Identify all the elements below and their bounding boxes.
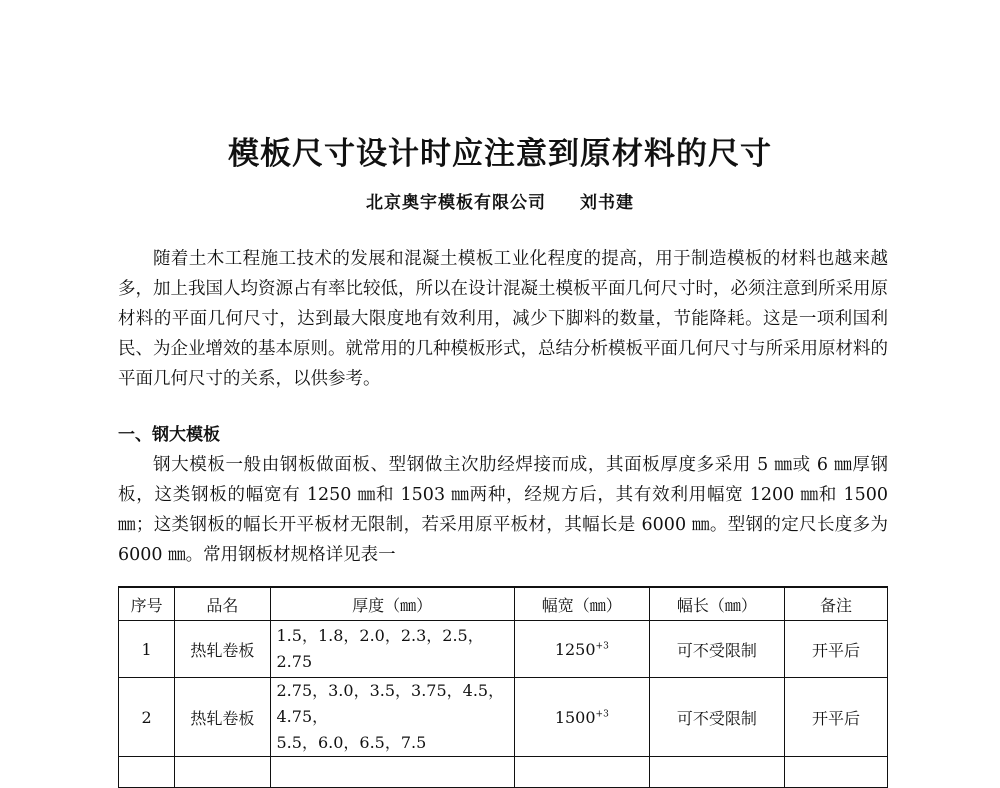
intro-paragraph: 随着土木工程施工技术的发展和混凝土模板工业化程度的提高，用于制造模板的材料也越来越多，加上我国人均资源占有率比较低，所以在设计混凝土模板平面几何尺寸时，必须注意到所采用原材料的平面几何尺寸，达到最大限度地有效利用，减少下脚料的数量，节能降耗。这是一项利国利民、为企业增效的基本原则。就常用的几种模板形式，总结分析模板平面几何尺寸与所采用原材料的平面几何尺寸的关系，以供参考。 bbox=[118, 249, 888, 389]
cell-name: 热轧卷板 bbox=[175, 621, 270, 678]
cell-note: 开平后 bbox=[784, 621, 887, 678]
steel-spec-table bbox=[118, 586, 888, 788]
cell-width bbox=[514, 621, 649, 678]
cell-empty bbox=[119, 757, 175, 788]
cell-thickness bbox=[270, 678, 514, 757]
header-length: 幅长（㎜） bbox=[649, 587, 784, 621]
cell-empty bbox=[514, 757, 649, 788]
article-title: 模板尺寸设计时应注意到原材料的尺寸 bbox=[228, 136, 772, 172]
organization: 北京奥宇模板有限公司 bbox=[366, 193, 546, 213]
header-thickness: 厚度（㎜） bbox=[270, 587, 514, 621]
table-row bbox=[119, 678, 888, 757]
cell-empty bbox=[784, 757, 887, 788]
header-name: 品名 bbox=[175, 587, 270, 621]
cell-width bbox=[514, 678, 649, 757]
header-note: 备注 bbox=[784, 587, 887, 621]
section-heading: 一、钢大模板 bbox=[118, 425, 220, 445]
cell-length: 可不受限制 bbox=[649, 621, 784, 678]
thickness-line: 2.75，3.0，3.5，3.75，4.5，4.75， bbox=[276, 681, 505, 726]
cell-name: 热轧卷板 bbox=[175, 678, 270, 757]
table-row-partial bbox=[119, 757, 888, 788]
cell-empty bbox=[175, 757, 270, 788]
cell-thickness bbox=[270, 621, 514, 678]
cell-note: 开平后 bbox=[784, 678, 887, 757]
cell-length: 可不受限制 bbox=[649, 678, 784, 757]
cell-no: 1 bbox=[119, 621, 175, 678]
header-no: 序号 bbox=[119, 587, 175, 621]
width-value: 1500 bbox=[554, 707, 596, 727]
width-tolerance: +3 bbox=[595, 709, 609, 720]
byline bbox=[0, 188, 1000, 213]
cell-empty bbox=[270, 757, 514, 788]
width-value: 1250 bbox=[554, 639, 596, 659]
section-paragraph: 钢大模板一般由钢板做面板、型钢做主次肋经焊接而成，其面板厚度多采用 5 ㎜或 6 ㎜厚钢板，这类钢板的幅宽有 1250 ㎜和 1503 ㎜两种，经规方后，其有效利用幅宽 1200 ㎜和 1500 ㎜；这类钢板的幅长开平板材无限制，若采用原平板材，其幅长是 6000 ㎜。型钢的定尺长度多为 6000 ㎜。常用钢板材规格详见表一 bbox=[118, 455, 888, 565]
cell-no: 2 bbox=[119, 678, 175, 757]
author: 刘书建 bbox=[580, 193, 634, 213]
table-row bbox=[119, 621, 888, 678]
table-header-row bbox=[119, 587, 888, 621]
thickness-line: 5.5，6.0，6.5，7.5 bbox=[276, 733, 427, 752]
cell-empty bbox=[649, 757, 784, 788]
thickness-line: 1.5，1.8，2.0，2.3，2.5，2.75 bbox=[276, 626, 484, 671]
header-width: 幅宽（㎜） bbox=[514, 587, 649, 621]
width-tolerance: +3 bbox=[595, 641, 609, 652]
